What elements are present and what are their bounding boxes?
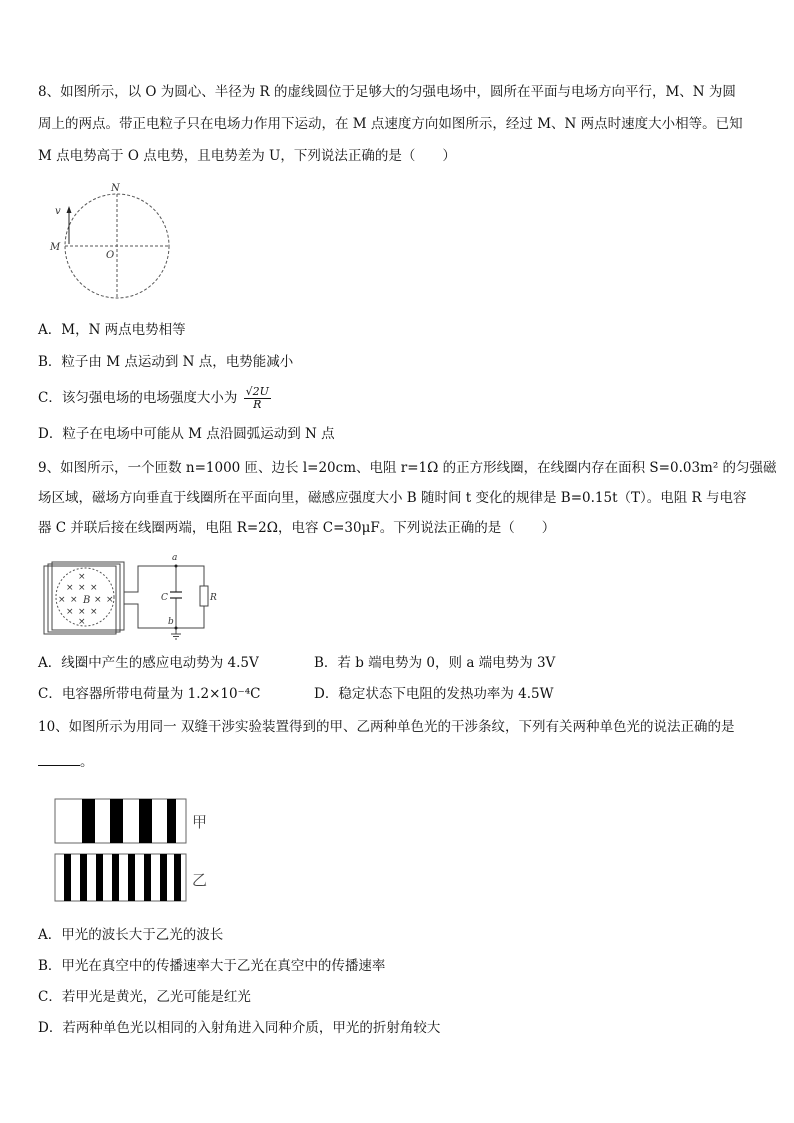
q9-option-d: D．稳定状态下电阻的发热功率为 4.5W (314, 686, 554, 702)
q9-stem-line-2: 场区域，磁场方向垂直于线圈所在平面向里，磁感应强度大小 B 随时间 t 变化的规律是 B=0.15t（T）。电阻 R 与电容 (38, 490, 747, 506)
q10-option-c: C．若甲光是黄光，乙光可能是红光 (38, 989, 251, 1005)
svg-text:×: × (70, 595, 78, 605)
svg-text:×: × (78, 583, 86, 593)
q9-label-c: C (161, 593, 168, 603)
svg-text:×: × (78, 617, 86, 627)
svg-text:×: × (78, 607, 86, 617)
q10-option-a: A．甲光的波长大于乙光的波长 (38, 927, 224, 943)
q8-stem-line-1: 8、如图所示，以 O 为圆心、半径为 R 的虚线圆位于足够大的匀强电场中，圆所在平面与电场方向平行，M、N 为圆 (38, 84, 736, 100)
svg-text:×: × (66, 607, 74, 617)
q8-option-c-fraction (244, 386, 271, 411)
q10-stem-line-2 (38, 751, 94, 772)
svg-text:×: × (66, 583, 74, 593)
q10-answer-blank (38, 751, 80, 766)
q8-option-c-text: C．该匀强电场的电场强度大小为 (38, 390, 238, 406)
q10-option-b: B．甲光在真空中的传播速率大于乙光在真空中的传播速率 (38, 958, 386, 974)
q10-stem-end: 。 (80, 754, 94, 770)
q8-option-b: B．粒子由 M 点运动到 N 点，电势能减小 (38, 354, 294, 370)
q10-option-d: D．若两种单色光以相同的入射角进入同种介质，甲光的折射角较大 (38, 1020, 441, 1036)
q9-stem-line-3: 器 C 并联后接在线圈两端，电阻 R=2Ω，电容 C=30μF。下列说法正确的是（ ） (38, 520, 556, 536)
q9-option-b: B．若 b 端电势为 0，则 a 端电势为 3V (314, 655, 556, 671)
svg-text:×: × (106, 595, 114, 605)
q8-label-o: O (106, 250, 115, 261)
svg-text:×: × (78, 572, 86, 582)
q8-label-m: M (50, 242, 61, 253)
q8-stem-line-3: M 点电势高于 O 点电势，且电势差为 U，下列说法正确的是（ ） (38, 148, 456, 164)
q9-label-a: a (172, 553, 178, 563)
q8-label-n: N (111, 183, 120, 194)
q9-label-b-field: B (83, 595, 91, 606)
svg-text:×: × (90, 583, 98, 593)
q8-label-v: v (55, 206, 61, 217)
q9-option-c: C．电容器所带电荷量为 1.2×10⁻⁴C (38, 686, 261, 702)
q9-option-a: A．线圈中产生的感应电动势为 4.5V (38, 655, 259, 671)
q8-fraction-denominator: R (253, 398, 262, 411)
q10-label-jia: 甲 (192, 813, 208, 831)
q8-fraction-numerator: √2U (245, 385, 269, 398)
svg-text:×: × (90, 607, 98, 617)
q9-circuit-figure (40, 552, 220, 640)
q9-stem-line-1: 9、如图所示，一个匝数 n=1000 匝、边长 l=20cm、电阻 r=1Ω 的正方形线圈，在线圈内存在面积 S=0.03m² 的匀强磁 (38, 460, 777, 476)
svg-text:×: × (58, 595, 66, 605)
q8-circle-figure (40, 178, 180, 304)
q8-option-d: D．粒子在电场中可能从 M 点沿圆弧运动到 N 点 (38, 426, 335, 442)
q10-fringe-figure (52, 796, 218, 904)
q8-option-a: A．M，N 两点电势相等 (38, 322, 186, 338)
q10-label-yi: 乙 (192, 871, 208, 889)
svg-text:×: × (94, 595, 102, 605)
q9-label-r: R (210, 593, 217, 603)
q8-option-c (38, 386, 271, 411)
q10-stem-line-1: 10、如图所示为用同一 双缝干涉实验装置得到的甲、乙两种单色光的干涉条纹，下列有关两种单色光的说法正确的是 (38, 719, 735, 735)
q9-label-b: b (168, 617, 174, 627)
q8-stem-line-2: 周上的两点。带正电粒子只在电场力作用下运动，在 M 点速度方向如图所示，经过 M、N 两点时速度大小相等。已知 (38, 116, 743, 132)
